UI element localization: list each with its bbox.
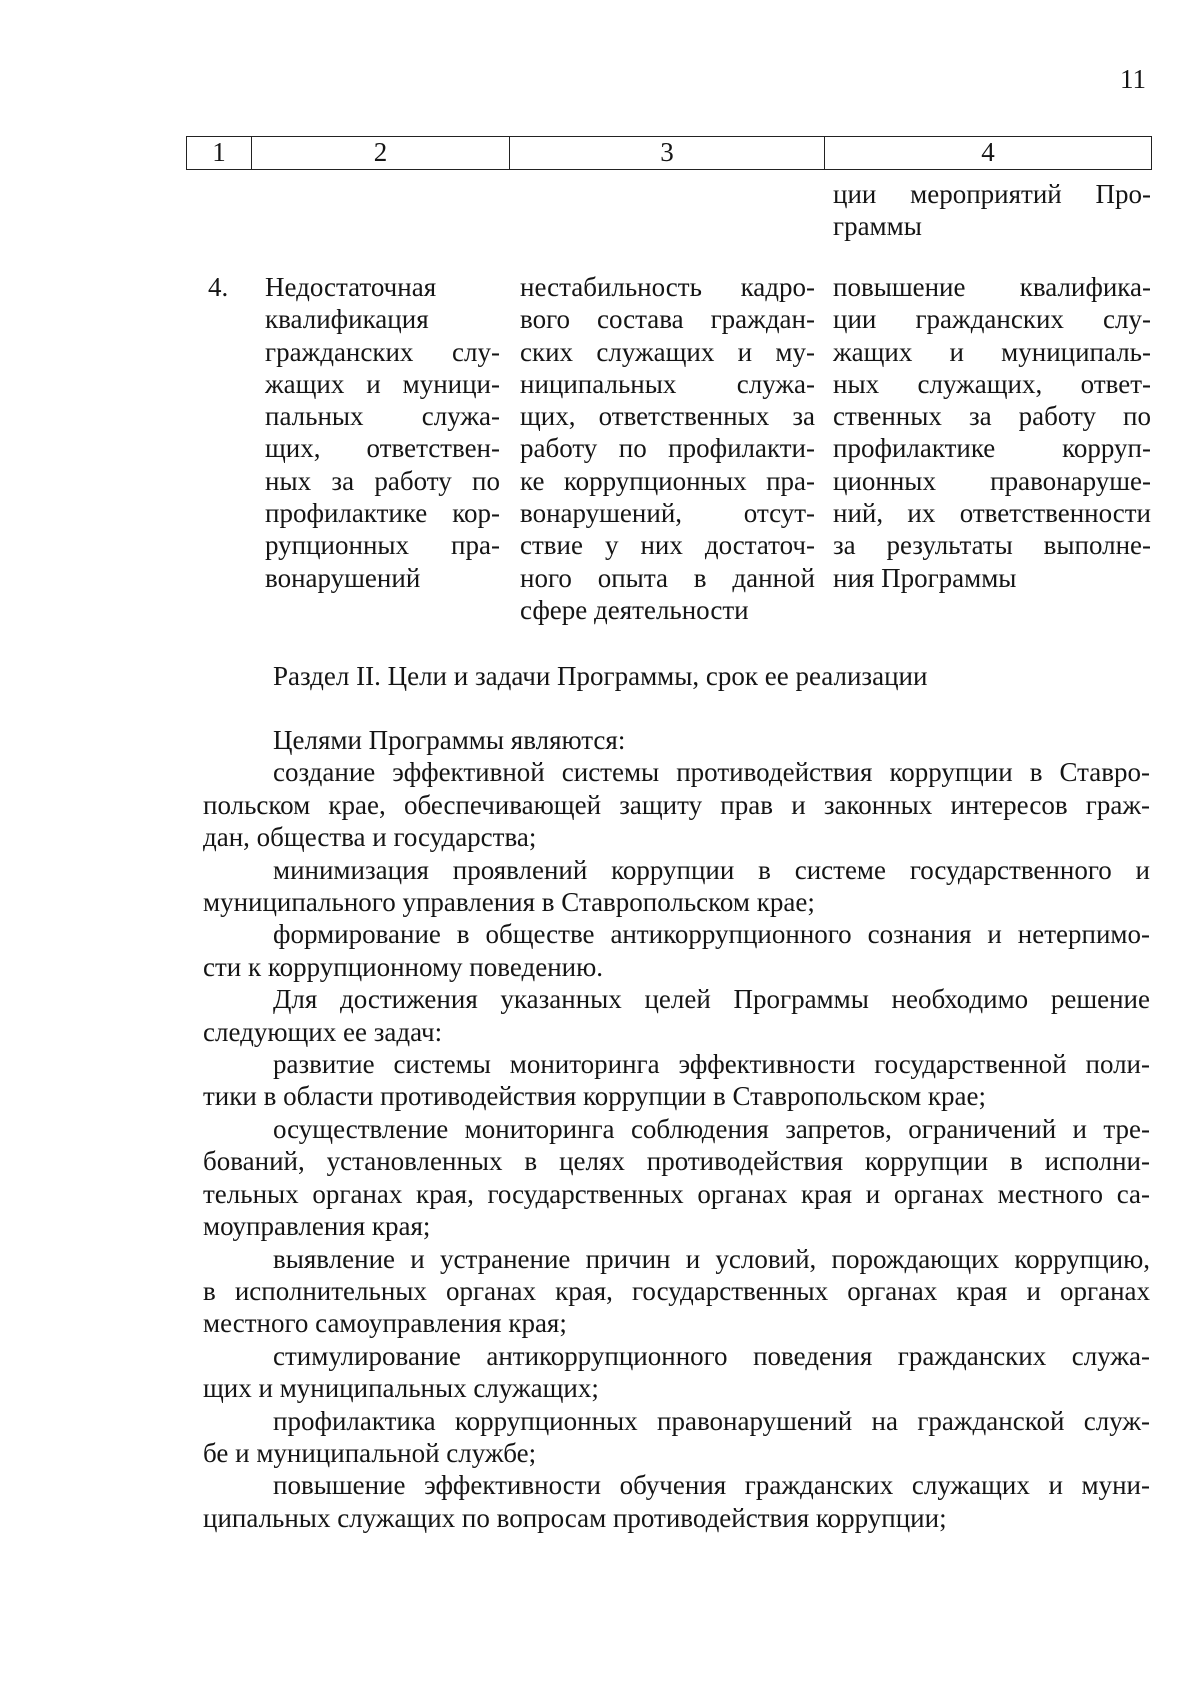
table-cell-line: профилактике кор- — [265, 498, 500, 529]
body-line: местного самоуправления края; — [203, 1308, 567, 1339]
table-cell-line: пальных служа- — [265, 401, 500, 432]
table-header-cell: 1 — [187, 137, 252, 169]
table-cell-measures — [833, 271, 1151, 594]
body-line: муниципального управления в Ставропольском крае; — [203, 887, 815, 918]
table-cell-line: жащих и муниципаль- — [833, 336, 1151, 367]
table-header-cell: 4 — [981, 137, 995, 167]
body-line: выявление и устранение причин и условий, порождающих коррупцию, — [273, 1243, 1150, 1274]
table-cell-line: щих, ответствен- — [265, 433, 500, 464]
body-line: щих и муниципальных служащих; — [203, 1373, 599, 1404]
body-line: следующих ее задач: — [203, 1016, 443, 1047]
body-text — [203, 724, 1150, 1534]
table-cell-line: Недостаточная — [265, 272, 437, 302]
page-number: 11 — [1120, 64, 1146, 94]
body-line: создание эффективной системы противодействия коррупции в Ставро- — [273, 757, 1150, 788]
body-line: минимизация проявлений коррупции в системе государственного и — [273, 854, 1150, 885]
body-line: польском крае, обеспечивающей защиту прав и законных интересов граж- — [203, 789, 1150, 820]
table-cell-line: ции мероприятий Про- — [833, 179, 1151, 209]
table-cell-line: вонарушений, отсут- — [520, 498, 815, 529]
table-cell-problem — [265, 271, 500, 594]
body-line: сти к коррупционному поведению. — [203, 951, 604, 982]
table-cell-line: вонарушений — [265, 562, 421, 593]
body-line: Целями Программы являются: — [273, 725, 626, 755]
table-header-row — [186, 136, 1152, 170]
body-line: моуправления края; — [203, 1211, 431, 1242]
body-line: тики в области противодействия коррупции в Ставропольском крае; — [203, 1081, 986, 1112]
table-header-cell: 2 — [252, 137, 510, 169]
table-cell-line: ских служащих и му- — [520, 336, 815, 367]
body-line: развитие системы мониторинга эффективности государственной поли- — [273, 1049, 1150, 1080]
body-line: ципальных служащих по вопросам противодействия коррупции; — [203, 1502, 947, 1533]
table-cell-line: ционных правонаруше- — [833, 465, 1151, 496]
body-line: бе и муниципальной службе; — [203, 1437, 537, 1468]
table-cell-line: ции гражданских слу- — [833, 304, 1151, 335]
table-cell-line: работу по профилакти- — [520, 433, 815, 464]
body-line: в исполнительных органах края, государственных органах края и органах — [203, 1275, 1150, 1306]
table-cell-line: жащих и муници- — [265, 368, 500, 399]
body-line: формирование в обществе антикоррупционного сознания и нетерпимо- — [273, 919, 1150, 950]
table-cell-line: щих, ответственных за — [520, 401, 815, 432]
table-cell-line: нестабильность кадро- — [520, 272, 815, 302]
table-continuation-cell — [833, 178, 1151, 243]
section-heading: Раздел II. Цели и задачи Программы, срок ее реализации — [273, 661, 928, 691]
body-line: стимулирование антикоррупционного поведения гражданских служа- — [273, 1340, 1150, 1371]
body-line: осуществление мониторинга соблюдения запретов, ограничений и тре- — [273, 1113, 1150, 1144]
table-header-cell: 3 — [510, 137, 825, 169]
table-cell-line: ственных за работу по — [833, 401, 1151, 432]
table-cell-line: сфере деятельности — [520, 594, 749, 625]
table-cell-line: граммы — [833, 211, 922, 242]
table-cell-line: за результаты выполне- — [833, 530, 1151, 561]
body-line: повышение эффективности обучения гражданских служащих и муни- — [273, 1470, 1150, 1501]
table-cell-line: ний, их ответственности — [833, 498, 1151, 529]
table-cell-line: ния Программы — [833, 562, 1017, 593]
table-cell-line: ного опыта в данной — [520, 562, 815, 593]
table-cell-line: повышение квалифика- — [833, 272, 1151, 302]
body-line: профилактика коррупционных правонарушений на гражданской служ- — [273, 1405, 1150, 1436]
table-cell-line: ных за работу по — [265, 465, 500, 496]
table-cell-line: ствие у них достаточ- — [520, 530, 815, 561]
table-cell-line: гражданских слу- — [265, 336, 500, 367]
body-line: Для достижения указанных целей Программы необходимо решение — [273, 984, 1150, 1015]
row-number: 4. — [208, 272, 229, 302]
table-cell-line: квалификация — [265, 304, 429, 335]
body-line: дан, общества и государства; — [203, 822, 537, 853]
table-cell-line: ке коррупционных пра- — [520, 465, 815, 496]
table-cell-line: вого состава граждан- — [520, 304, 815, 335]
body-line: тельных органах края, государственных органах края и органах местного са- — [203, 1178, 1150, 1209]
table-cell-line: профилактике корруп- — [833, 433, 1151, 464]
table-cell-line: рупционных пра- — [265, 530, 500, 561]
table-cell-causes — [520, 271, 815, 626]
table-cell-line: ниципальных служа- — [520, 368, 815, 399]
body-line: бований, установленных в целях противодействия коррупции в исполни- — [203, 1146, 1150, 1177]
table-cell-line: ных служащих, ответ- — [833, 368, 1151, 399]
